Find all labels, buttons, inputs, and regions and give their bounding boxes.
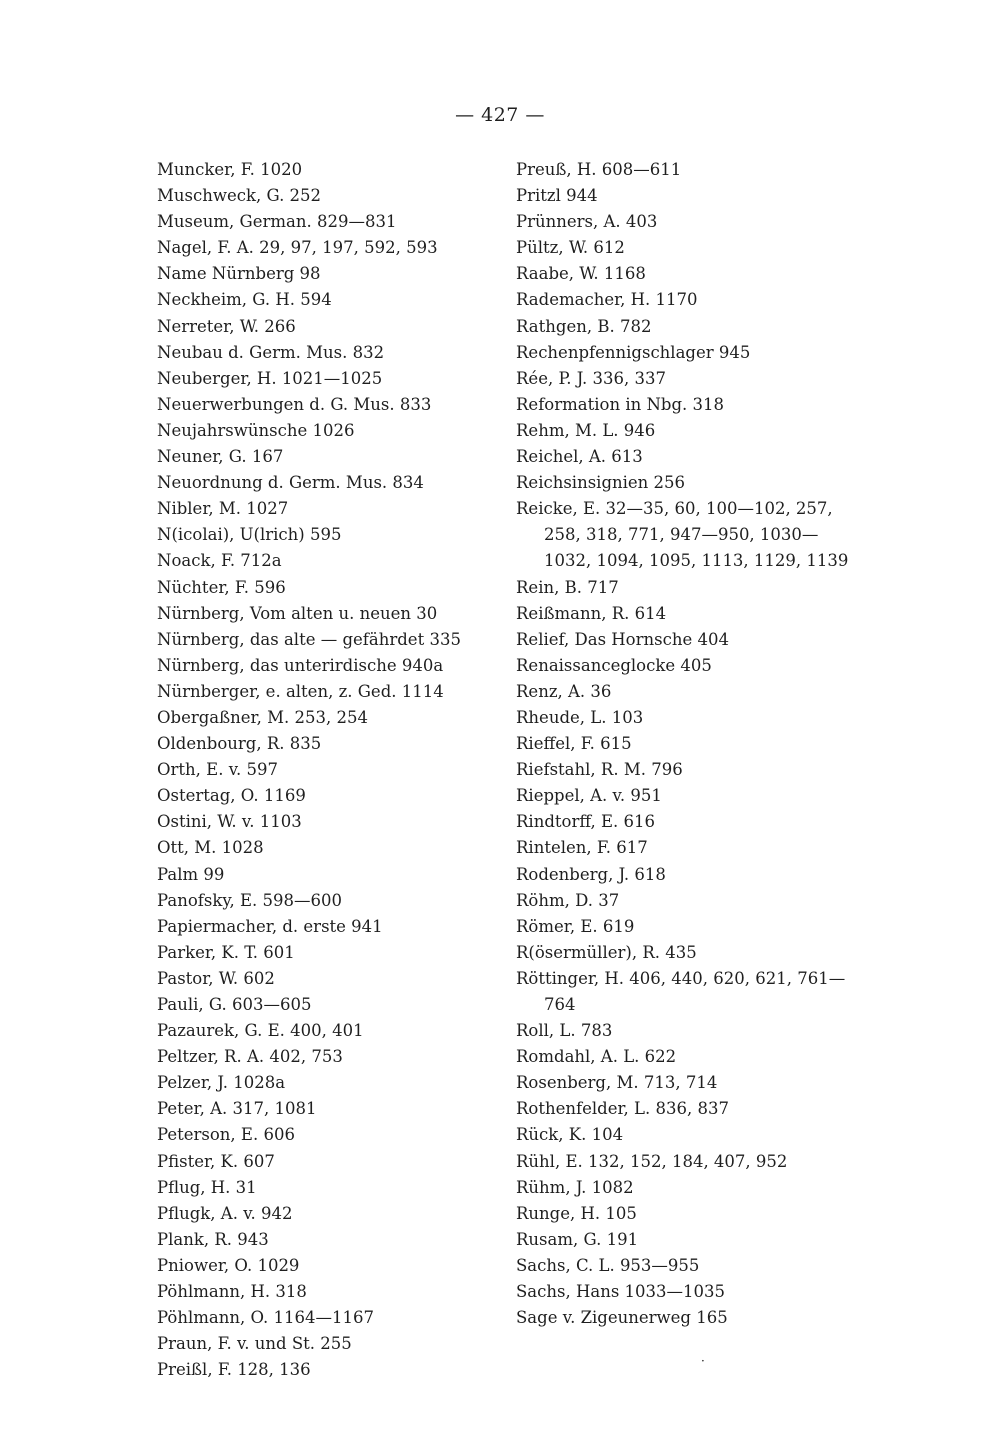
index-entry: Muncker, F. 1020 (157, 160, 303, 179)
index-entry: Renz, A. 36 (516, 681, 612, 701)
index-entry: Romdahl, A. L. 622 (516, 1047, 677, 1067)
index-entry: Preißl, F. 128, 136 (157, 1360, 311, 1380)
index-entry: Sachs, C. L. 953—955 (516, 1255, 700, 1275)
index-entry: Rée, P. J. 336, 337 (516, 368, 666, 388)
index-entry: Pritzl 944 (516, 186, 598, 206)
index-entry: Rademacher, H. 1170 (516, 290, 698, 310)
index-entry: Ostini, W. v. 1103 (157, 812, 302, 832)
index-entry: Noack, F. 712a (157, 551, 282, 571)
index-entry: Orth, E. v. 597 (157, 760, 279, 780)
index-entry: Pazaurek, G. E. 400, 401 (157, 1021, 364, 1041)
index-entry: Neuner, G. 167 (157, 447, 284, 467)
index-entry: Peltzer, R. A. 402, 753 (157, 1047, 343, 1067)
index-entry: Rathgen, B. 782 (516, 316, 652, 336)
index-column-right (516, 157, 861, 1331)
index-entry: Neujahrswünsche 1026 (157, 420, 355, 440)
index-entry: Roll, L. 783 (516, 1021, 613, 1041)
index-entry: Rintelen, F. 617 (516, 838, 648, 858)
index-entry: Reichel, A. 613 (516, 447, 643, 467)
index-entry: Muschweck, G. 252 (157, 186, 322, 206)
index-entry: Röhm, D. 37 (516, 890, 620, 910)
index-entry: Preuß, H. 608—611 (516, 160, 682, 179)
index-entry: Nagel, F. A. 29, 97, 197, 592, 593 (157, 238, 438, 258)
index-entry: Pöhlmann, H. 318 (157, 1282, 307, 1302)
index-entry: Pastor, W. 602 (157, 968, 275, 988)
index-entry: Nürnberger, e. alten, z. Ged. 1114 (157, 681, 444, 701)
index-entry: Nürnberg, das alte — gefährdet 335 (157, 629, 461, 649)
index-entry: Nürnberg, Vom alten u. neuen 30 (157, 603, 438, 623)
index-entry: Neuerwerbungen d. G. Mus. 833 (157, 394, 432, 414)
index-entry: Prünners, A. 403 (516, 212, 658, 232)
index-entry: Reißmann, R. 614 (516, 603, 667, 623)
index-entry: Renaissanceglocke 405 (516, 655, 712, 675)
index-entry: Pültz, W. 612 (516, 238, 625, 258)
index-entry: Nibler, M. 1027 (157, 499, 289, 519)
index-entry: Ostertag, O. 1169 (157, 786, 306, 806)
index-entry: Röttinger, H. 406, 440, 620, 621, 761—764 (516, 968, 846, 1014)
index-entry: Papiermacher, d. erste 941 (157, 916, 383, 936)
page-number: — 427 — (455, 104, 545, 126)
index-entry: Neuordnung d. Germ. Mus. 834 (157, 473, 424, 493)
index-entry: Pauli, G. 603—605 (157, 995, 312, 1014)
index-entry: Nürnberg, das unterirdische 940a (157, 655, 444, 675)
index-entry: Pfister, K. 607 (157, 1151, 275, 1171)
index-entry: Rück, K. 104 (516, 1125, 624, 1145)
index-entry: Rusam, G. 191 (516, 1229, 639, 1249)
index-entry: Nerreter, W. 266 (157, 316, 296, 336)
index-entry: Runge, H. 105 (516, 1203, 637, 1223)
index-entry: Ott, M. 1028 (157, 838, 264, 858)
index-entry: Reicke, E. 32—35, 60, 100—102, 257, 258, 318, 771, 947—950, 1030—1032, 1094, 1095, 1113, 1129, 1139 (516, 499, 849, 571)
index-entry: Oldenbourg, R. 835 (157, 734, 322, 754)
index-entry: R(ösermüller), R. 435 (516, 942, 697, 962)
index-entry: Name Nürnberg 98 (157, 264, 321, 284)
index-entry: Neubau d. Germ. Mus. 832 (157, 342, 385, 362)
index-entry: Relief, Das Hornsche 404 (516, 629, 729, 649)
index-entry: Rosenberg, M. 713, 714 (516, 1073, 718, 1093)
index-entry: Pflugk, A. v. 942 (157, 1203, 293, 1223)
index-entry: Rindtorff, E. 616 (516, 812, 655, 832)
index-entry: Rehm, M. L. 946 (516, 420, 656, 440)
index-entry: Rühm, J. 1082 (516, 1177, 634, 1197)
index-entry: Museum, German. 829—831 (157, 212, 397, 232)
index-entry: Raabe, W. 1168 (516, 264, 646, 284)
print-mark: · (701, 1354, 705, 1368)
index-entry: N(icolai), U(lrich) 595 (157, 525, 342, 545)
index-entry: Panofsky, E. 598—600 (157, 890, 342, 910)
index-entry: Plank, R. 943 (157, 1229, 269, 1249)
index-entry: Sachs, Hans 1033—1035 (516, 1282, 726, 1302)
index-entry: Rheude, L. 103 (516, 707, 644, 727)
index-entry: Pflug, H. 31 (157, 1177, 257, 1197)
index-entry: Rühl, E. 132, 152, 184, 407, 952 (516, 1151, 788, 1171)
index-entry: Neckheim, G. H. 594 (157, 290, 332, 310)
index-entry: Rothenfelder, L. 836, 837 (516, 1099, 729, 1119)
index-entry: Nüchter, F. 596 (157, 577, 286, 597)
index-column-left (157, 157, 497, 1383)
index-entry: Peterson, E. 606 (157, 1125, 295, 1145)
index-entry: Pöhlmann, O. 1164—1167 (157, 1308, 375, 1328)
index-entry: Rein, B. 717 (516, 577, 619, 597)
index-entry: Praun, F. v. und St. 255 (157, 1334, 352, 1354)
index-entry: Neuberger, H. 1021—1025 (157, 368, 383, 388)
index-entry: Reformation in Nbg. 318 (516, 394, 725, 414)
index-entry: Rieffel, F. 615 (516, 734, 632, 754)
index-entry: Rechenpfennigschlager 945 (516, 342, 751, 362)
index-entry: Riefstahl, R. M. 796 (516, 760, 683, 780)
index-entry: Palm 99 (157, 864, 225, 884)
index-entry: Parker, K. T. 601 (157, 942, 295, 962)
index-entry: Pelzer, J. 1028a (157, 1073, 286, 1093)
index-entry: Sage v. Zigeunerweg 165 (516, 1308, 728, 1328)
index-entry: Rodenberg, J. 618 (516, 864, 666, 884)
index-entry: Peter, A. 317, 1081 (157, 1099, 317, 1119)
index-entry: Römer, E. 619 (516, 916, 635, 936)
index-entry: Reichsinsignien 256 (516, 473, 686, 493)
index-entry: Pniower, O. 1029 (157, 1255, 300, 1275)
index-entry: Obergaßner, M. 253, 254 (157, 707, 368, 727)
index-entry: Rieppel, A. v. 951 (516, 786, 662, 806)
